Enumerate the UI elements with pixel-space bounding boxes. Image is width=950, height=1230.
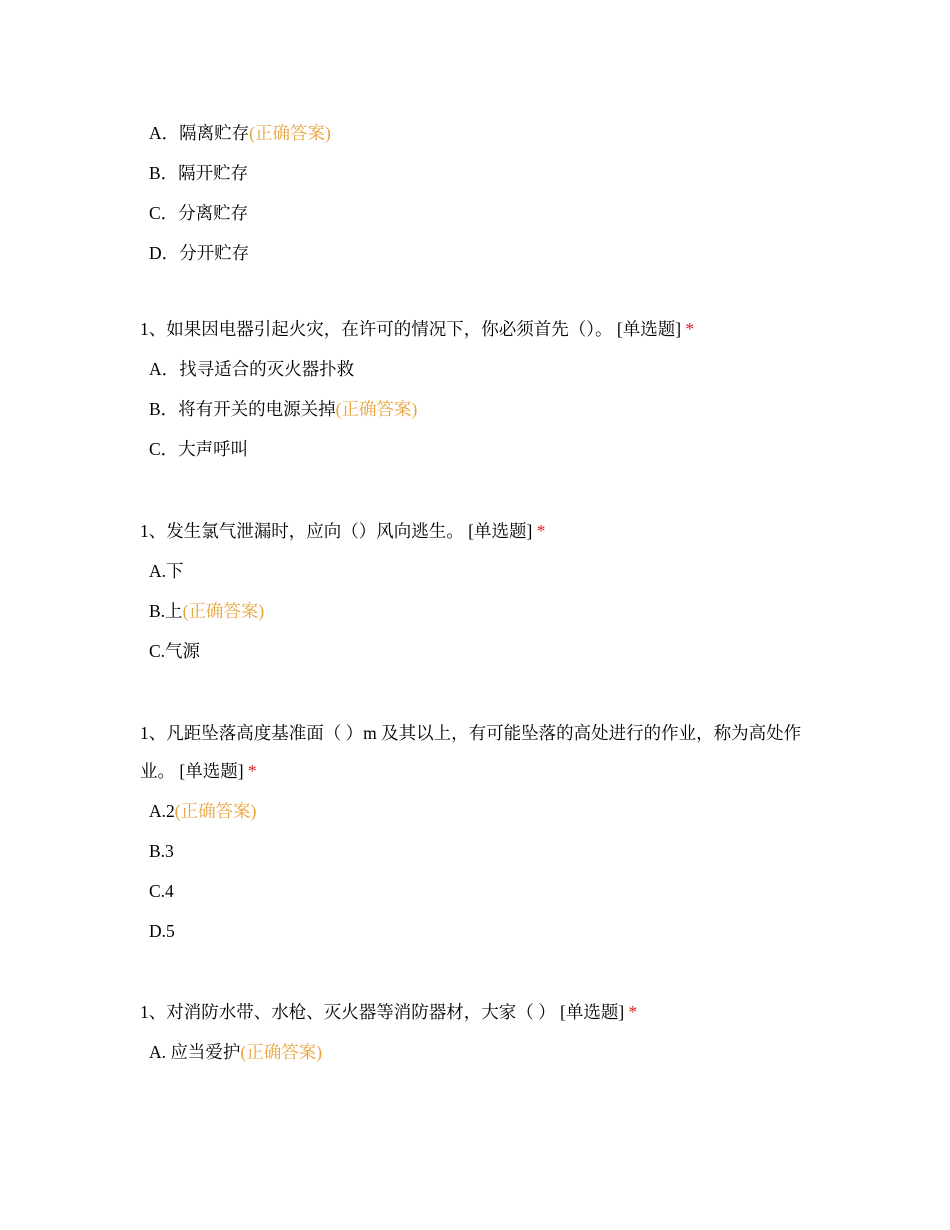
option-item: B.3 [149, 841, 174, 861]
option-item: B．隔开贮存 [149, 163, 249, 183]
required-marker: * [628, 1002, 638, 1022]
question-title: 1、对消防水带、水枪、灭火器等消防器材，大家（ ） [单选题] * [140, 1002, 638, 1022]
question-title: 1、发生氯气泄漏时，应向（）风向逃生。 [单选题] * [140, 521, 546, 541]
option-list [140, 1039, 820, 1079]
correct-answer-mark: (正确答案) [182, 601, 265, 621]
question-block [140, 512, 820, 678]
option-item: B．将有开关的电源关掉(正确答案) [149, 399, 418, 419]
option-item: C.4 [149, 881, 174, 901]
correct-answer-mark: (正确答案) [335, 399, 418, 419]
required-marker: * [685, 319, 695, 339]
option-item: D．分开贮存 [149, 243, 250, 263]
question-block [140, 714, 820, 958]
question-title: 1、凡距坠落高度基准面（ ）m 及其以上，有可能坠落的高处进行的作业，称为高处作业。 [单选题] * [140, 723, 802, 781]
option-list [149, 120, 331, 280]
question-title: 1、如果因电器引起火灾，在许可的情况下，你必须首先（）。 [单选题] * [140, 319, 695, 339]
required-marker: * [247, 761, 257, 781]
option-item: A．隔离贮存(正确答案) [149, 123, 331, 143]
correct-answer-mark: (正确答案) [174, 801, 257, 821]
question-block [140, 310, 820, 476]
option-item: C.气源 [149, 641, 201, 661]
option-item: D.5 [149, 921, 175, 941]
option-item: C．分离贮存 [149, 203, 249, 223]
option-list [140, 798, 820, 958]
option-item: A.2(正确答案) [149, 801, 257, 821]
required-marker: * [536, 521, 546, 541]
question-block [140, 993, 820, 1079]
correct-answer-mark: (正确答案) [249, 123, 331, 143]
option-list [140, 356, 820, 476]
option-item: A.下 [149, 561, 184, 581]
option-item: A．找寻适合的灭火器扑救 [149, 359, 355, 379]
option-item: C．大声呼叫 [149, 439, 249, 459]
option-list [140, 558, 820, 678]
option-item: A. 应当爱护(正确答案) [149, 1042, 323, 1062]
correct-answer-mark: (正确答案) [240, 1042, 323, 1062]
option-item: B.上(正确答案) [149, 601, 265, 621]
